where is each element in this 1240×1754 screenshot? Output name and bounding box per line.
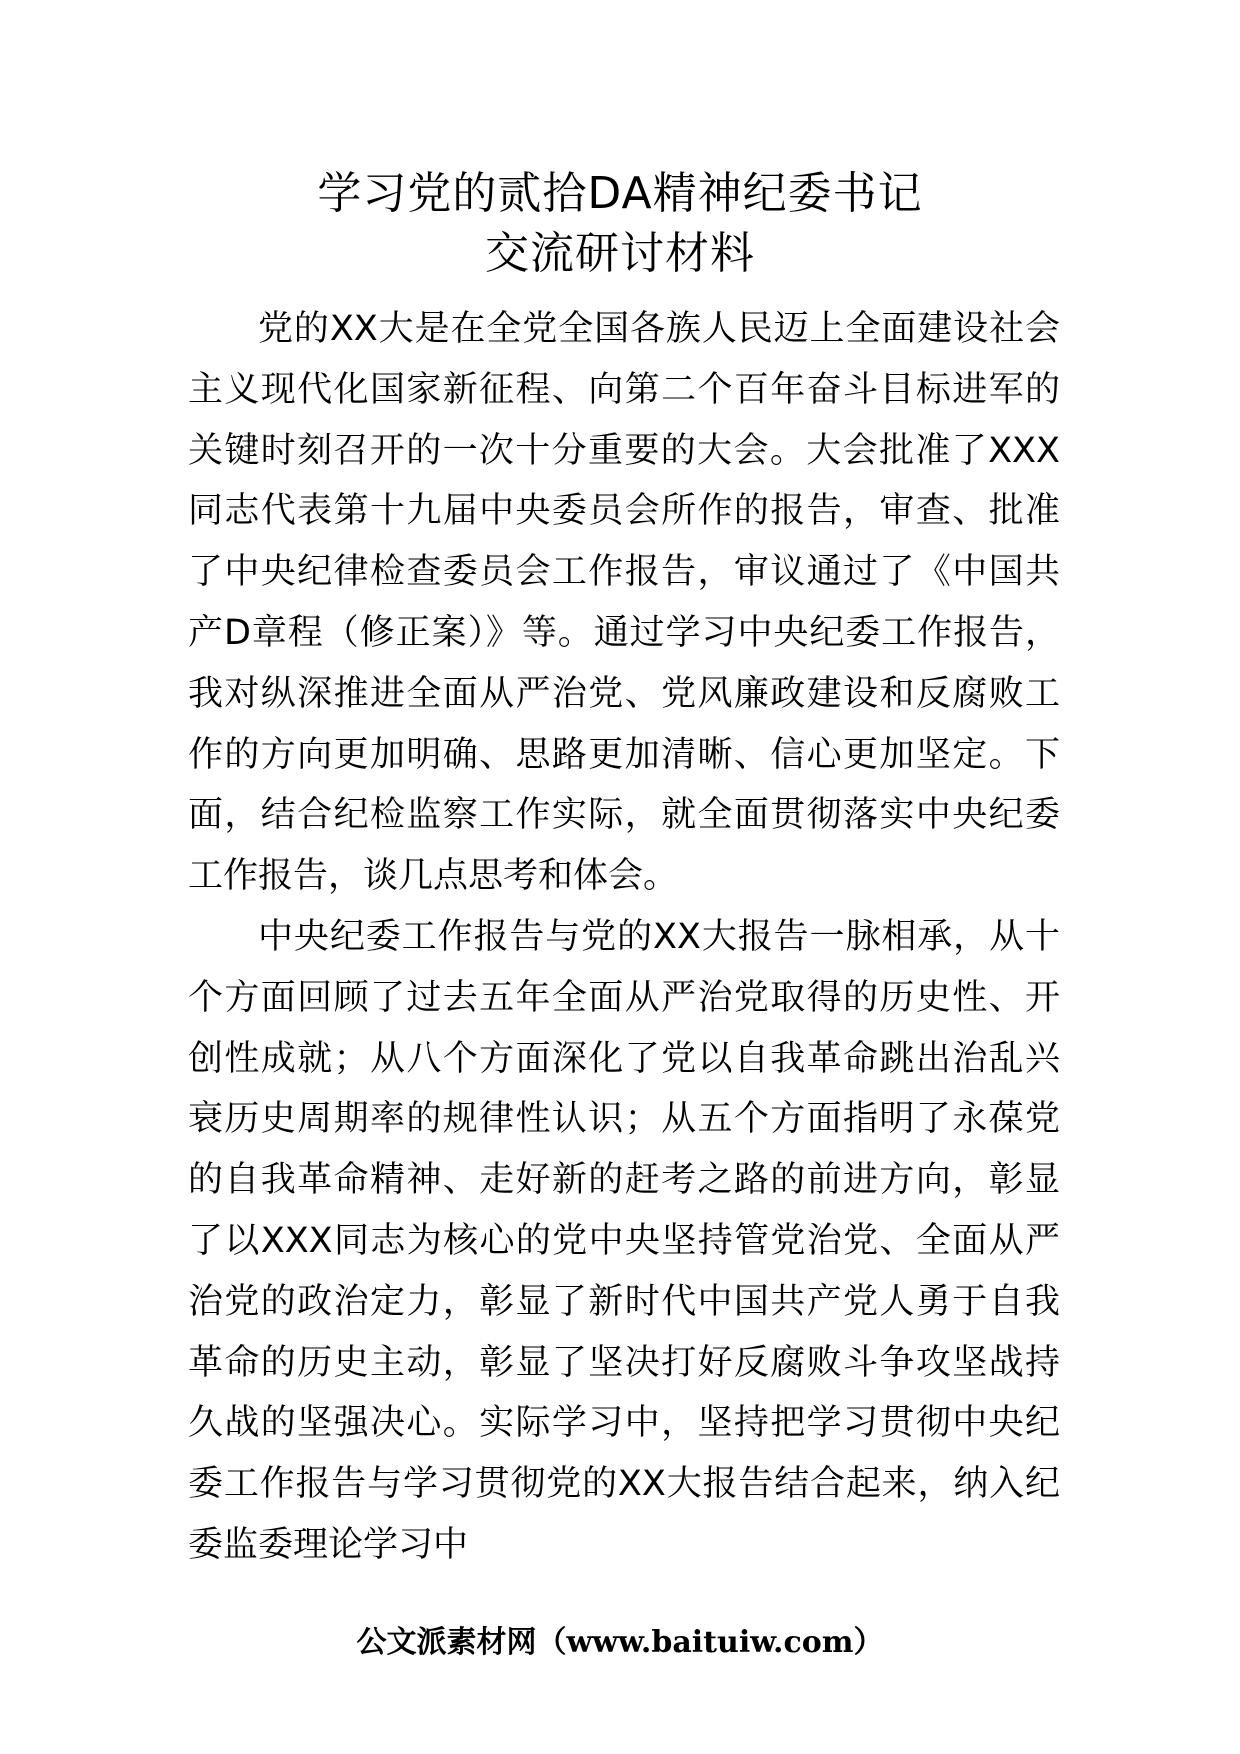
- title-line-2: 交流研讨材料: [485, 228, 755, 279]
- document-title: [0, 165, 1240, 283]
- footer-watermark: 公文派素材网（www.baituiw.com）: [356, 1625, 884, 1660]
- paragraph-1: 党的XX大是在全党全国各族人民迈上全面建设社会主义现代化国家新征程、向第二个百年奋斗目标进军的关键时刻召开的一次十分重要的大会。大会批准了XXX同志代表第十九届中央委员会所作的报告，审查、批准了中央纪律检查委员会工作报告，审议通过了《中国共产D章程（修正案）》等。通过学习中央纪委工作报告，我对纵深推进全面从严治党、党风廉政建设和反腐败工作的方向更加明确、思路更加清晰、信心更加坚定。下面，结合纪检监察工作实际，就全面贯彻落实中央纪委工作报告，谈几点思考和体会。: [188, 309, 1060, 897]
- paragraph-2: 中央纪委工作报告与党的XX大报告一脉相承，从十个方面回顾了过去五年全面从严治党取得的历史性、开创性成就；从八个方面深化了党以自我革命跳出治乱兴衰历史周期率的规律性认识；从五个方面指明了永葆党的自我革命精神、走好新的赶考之路的前进方向，彰显了以XXX同志为核心的党中央坚持管党治党、全面从严治党的政治定力，彰显了新时代中国共产党人勇于自我革命的历史主动，彰显了坚决打好反腐败斗争攻坚战持久战的坚强决心。实际学习中，坚持把学习贯彻中央纪委工作报告与学习贯彻党的XX大报告结合起来，纳入纪委监委理论学习中: [188, 916, 1060, 1565]
- document-body: [188, 299, 1060, 1576]
- title-line-1: 学习党的贰拾DA精神纪委书记: [317, 168, 923, 219]
